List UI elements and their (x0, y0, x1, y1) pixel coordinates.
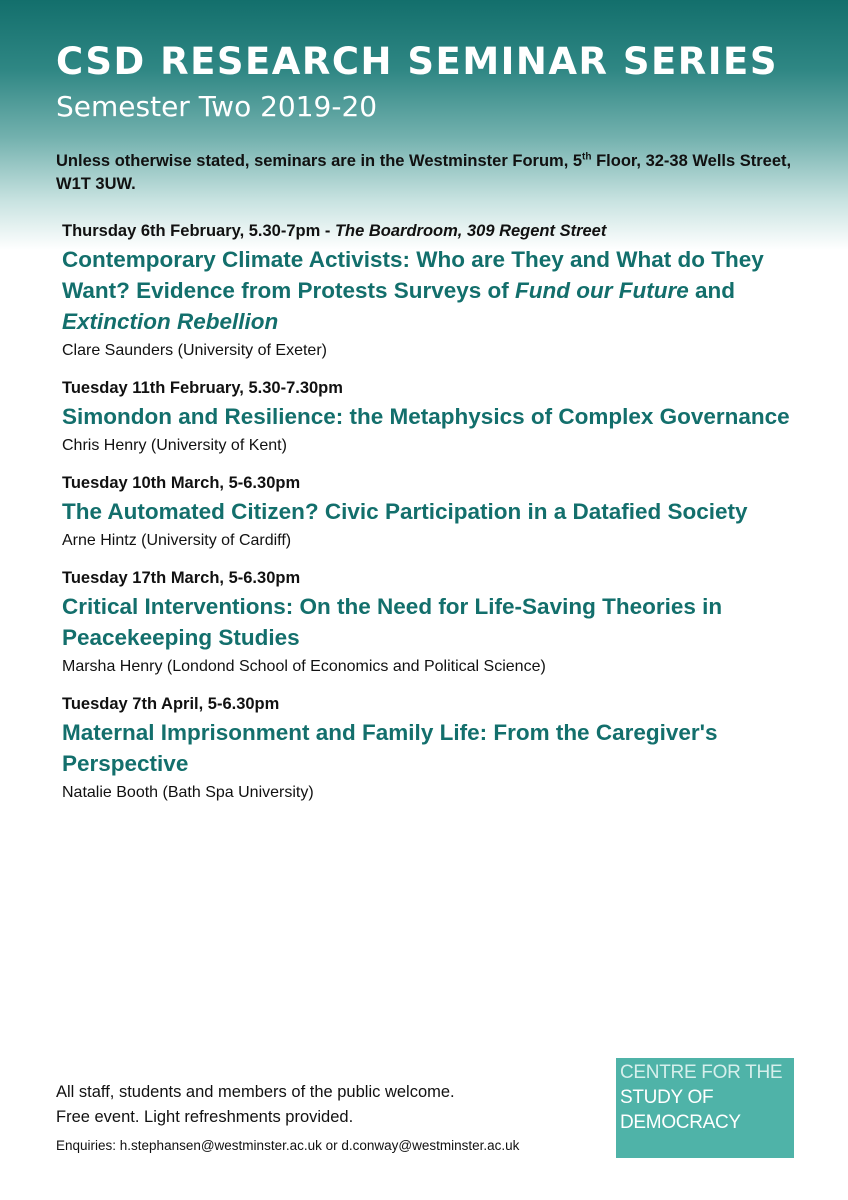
csd-logo (616, 1058, 794, 1158)
seminar-item (62, 473, 802, 552)
seminar-speaker: Natalie Booth (Bath Spa University) (62, 784, 314, 801)
seminar-date: Tuesday 17th March, 5-6.30pm (62, 569, 301, 587)
seminar-speaker: Marsha Henry (Londond School of Economics and Political Science) (62, 658, 546, 675)
footer-welcome: All staff, students and members of the public welcome. (56, 1083, 455, 1101)
footer (56, 1080, 519, 1156)
seminar-date: Tuesday 10th March, 5-6.30pm (62, 474, 301, 492)
seminar-date: Thursday 6th February, 5.30-7pm - The Boardroom, 309 Regent Street (62, 222, 607, 240)
page-title: CSD RESEARCH SEMINAR SERIES (56, 40, 778, 83)
footer-enquiries: Enquiries: h.stephansen@westminster.ac.uk or d.conway@westminster.ac.uk (56, 1138, 520, 1153)
seminar-speaker: Arne Hintz (University of Cardiff) (62, 532, 292, 549)
seminar-speaker: Chris Henry (University of Kent) (62, 437, 287, 454)
seminar-title: Maternal Imprisonment and Family Life: From the Caregiver's Perspective (62, 720, 718, 776)
header-banner (0, 0, 848, 250)
seminar-item (62, 694, 802, 804)
seminar-item (62, 221, 802, 362)
seminar-speaker: Clare Saunders (University of Exeter) (62, 342, 327, 359)
default-venue-note: Unless otherwise stated, seminars are in the Westminster Forum, 5th Floor, 32-38 Wells Street, W1T 3UW. (56, 151, 792, 193)
seminar-item (62, 378, 802, 457)
page-subtitle: Semester Two 2019-20 (56, 90, 378, 123)
seminar-date: Tuesday 11th February, 5.30-7.30pm (62, 379, 343, 397)
seminar-title: The Automated Citizen? Civic Participation in a Datafied Society (62, 499, 748, 524)
logo-line-3: DEMOCRACY (620, 1112, 741, 1133)
logo-line-1: CENTRE FOR THE (620, 1062, 783, 1083)
seminar-title: Critical Interventions: On the Need for Life-Saving Theories in Peacekeeping Studies (62, 594, 723, 650)
seminar-date: Tuesday 7th April, 5-6.30pm (62, 695, 280, 713)
seminar-item (62, 568, 802, 678)
footer-refreshments: Free event. Light refreshments provided. (56, 1108, 354, 1126)
logo-line-2: STUDY OF (620, 1087, 714, 1108)
seminar-title: Contemporary Climate Activists: Who are They and What do They Want? Evidence from Protests Surveys of Fund our Future and Extinction Rebellion (62, 247, 764, 334)
seminar-venue: The Boardroom, 309 Regent Street (334, 222, 607, 240)
seminar-list (62, 221, 802, 820)
seminar-title: Simondon and Resilience: the Metaphysics of Complex Governance (62, 404, 790, 429)
